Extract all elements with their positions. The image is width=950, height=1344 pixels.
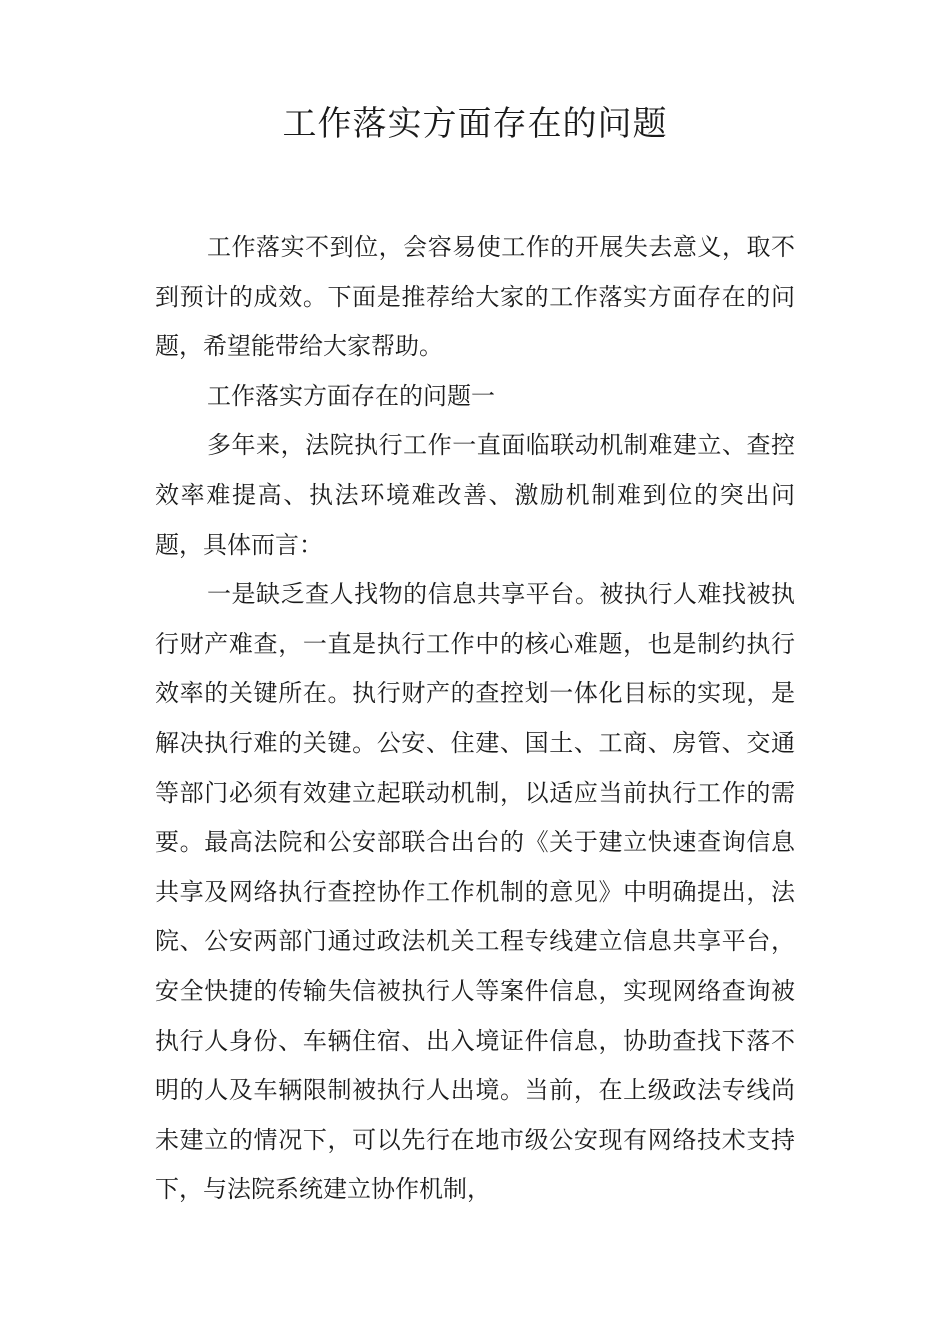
document-body [155, 223, 795, 1215]
paragraph-overview: 多年来，法院执行工作一直面临联动机制难建立、查控效率难提高、执法环境难改善、激励机制难到位的突出问题，具体而言： [155, 431, 795, 559]
paragraph-section-heading: 工作落实方面存在的问题一 [207, 381, 495, 410]
paragraph-point-one: 一是缺乏查人找物的信息共享平台。被执行人难找被执行财产难查，一直是执行工作中的核心难题，也是制约执行效率的关键所在。执行财产的查控划一体化目标的实现，是解决执行难的关键。公安、住建、国土、工商、房管、交通等部门必须有效建立起联动机制，以适应当前执行工作的需要。最高法院和公安部联合出台的《关于建立快速查询信息共享及网络执行查控协作工作机制的意见》中明确提出，法院、公安两部门通过政法机关工程专线建立信息共享平台，安全快捷的传输失信被执行人等案件信息，实现网络查询被执行人身份、车辆住宿、出入境证件信息，协助查找下落不明的人及车辆限制被执行人出境。当前，在上级政法专线尚未建立的情况下，可以先行在地市级公安现有网络技术支持下，与法院系统建立协作机制， [155, 580, 795, 1204]
paragraph-intro: 工作落实不到位，会容易使工作的开展失去意义，取不到预计的成效。下面是推荐给大家的工作落实方面存在的问题，希望能带给大家帮助。 [155, 233, 795, 361]
document-title: 工作落实方面存在的问题 [282, 104, 668, 144]
